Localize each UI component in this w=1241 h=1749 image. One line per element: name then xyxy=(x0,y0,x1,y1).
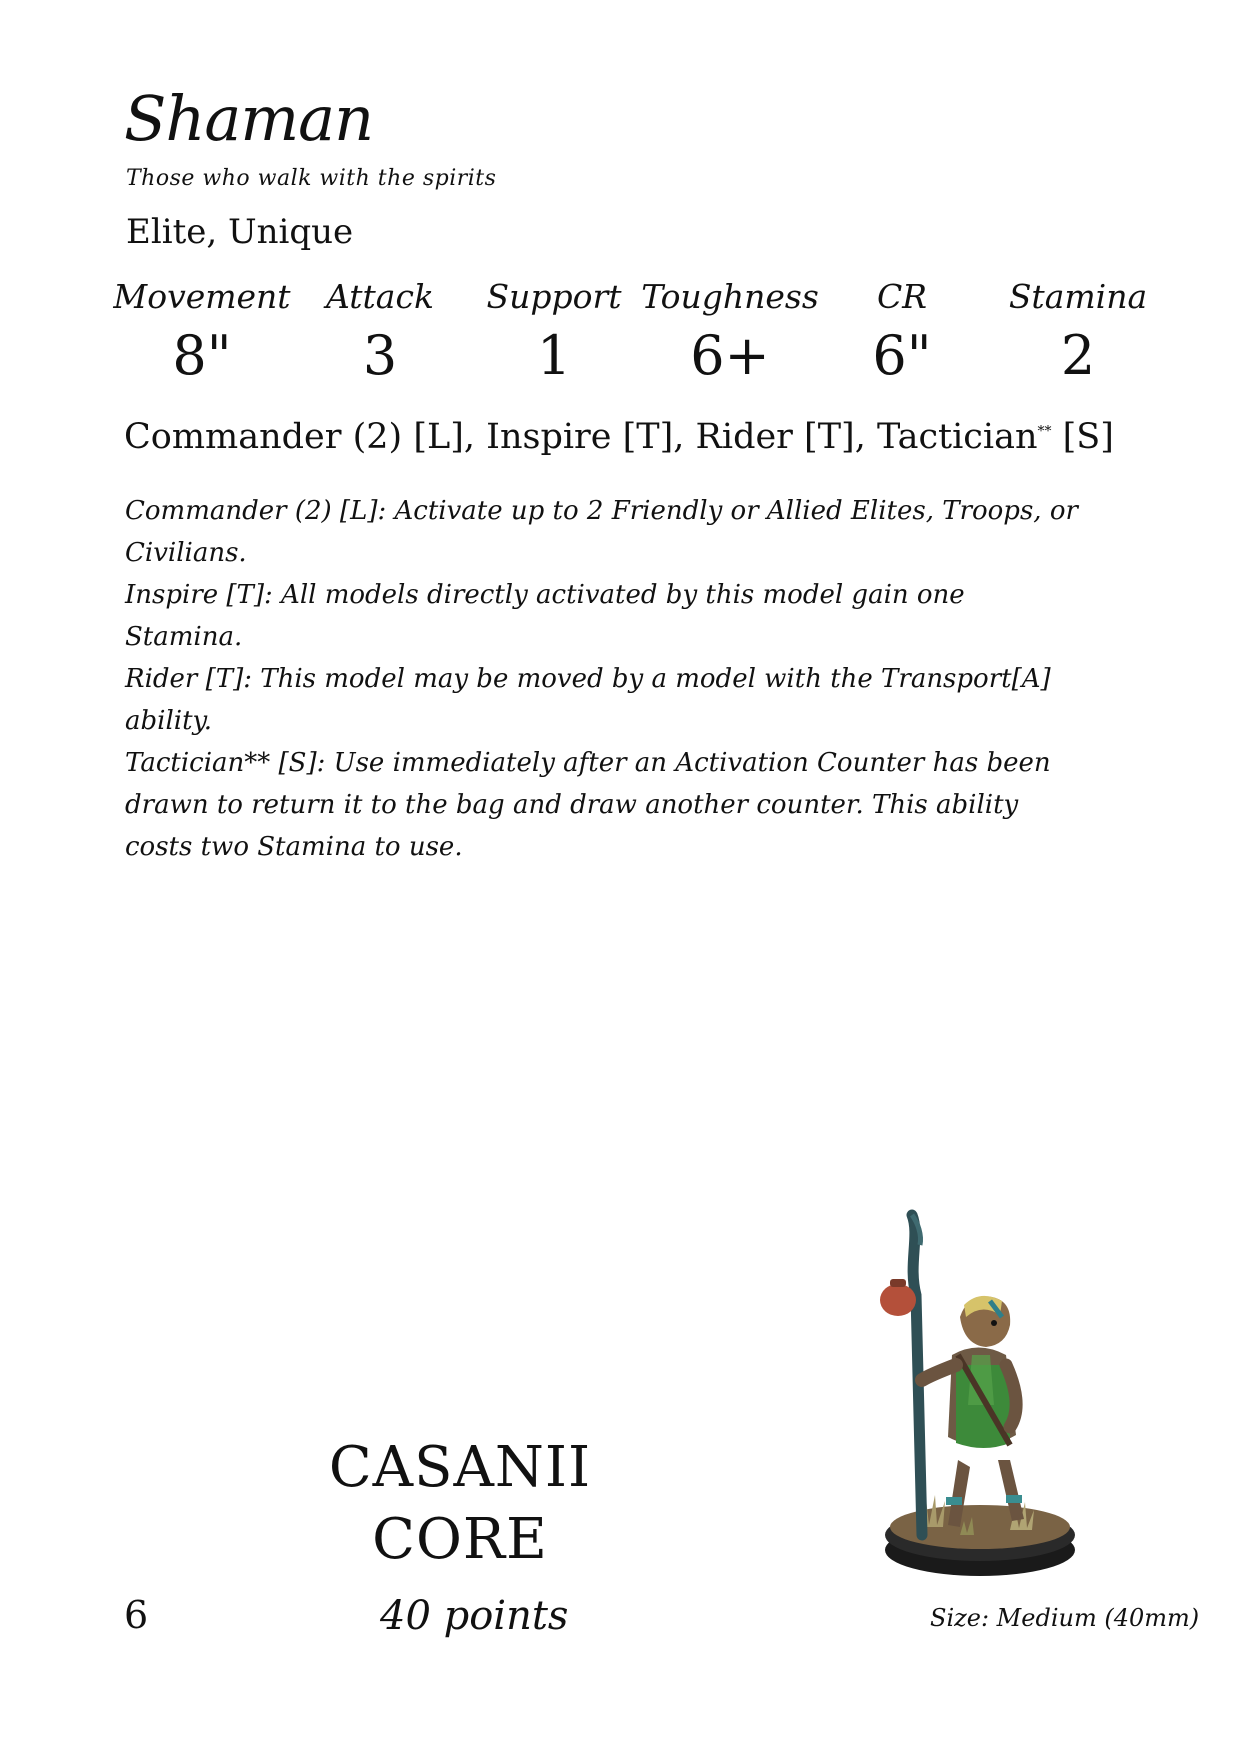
stat-value: 6" xyxy=(872,324,932,387)
stat-value: 6+ xyxy=(690,324,770,387)
rule-tactician: Tactician** [S]: Use immediately after an Activation Counter has been drawn to return it to the bag and draw another counter. This ability costs two Stamina to use. xyxy=(125,748,1051,862)
stat-line xyxy=(112,277,1172,390)
stat-cr xyxy=(812,277,992,387)
rule-inspire: Inspire [T]: All models directly activated by this model gain one Stamina. xyxy=(125,580,965,652)
stat-label: Movement xyxy=(113,277,291,316)
stat-attack xyxy=(290,277,470,387)
stat-toughness xyxy=(640,277,820,387)
stat-support xyxy=(464,277,644,387)
unit-rank: Elite, Unique xyxy=(126,212,354,252)
abilities-summary xyxy=(124,417,1114,457)
stat-value: 2 xyxy=(1060,324,1096,387)
rule-commander: Commander (2) [L]: Activate up to 2 Friendly or Allied Elites, Troops, or Civilians. xyxy=(125,496,1078,568)
stat-label: Toughness xyxy=(641,277,819,316)
unit-subtitle: Those who walk with the spirits xyxy=(126,166,497,191)
ability-rules xyxy=(125,490,1085,868)
unit-title: Shaman xyxy=(124,82,374,155)
faction-line-1: CASANII xyxy=(328,1435,592,1500)
rule-rider: Rider [T]: This model may be moved by a model with the Transport[A] ability. xyxy=(125,664,1051,736)
stat-label: Attack xyxy=(326,277,434,316)
stat-value: 8" xyxy=(172,324,232,387)
stat-value: 3 xyxy=(362,324,398,387)
painted-miniature-figure-icon xyxy=(860,1205,1100,1585)
abilities-summary-suffix: [S] xyxy=(1051,417,1114,457)
stat-stamina xyxy=(988,277,1168,387)
page-number: 6 xyxy=(124,1593,149,1637)
faction-line-2: CORE xyxy=(372,1507,548,1572)
footnote-marker: ** xyxy=(1037,423,1052,440)
base-size: Size: Medium (40mm) xyxy=(930,1604,1200,1632)
stat-label: Stamina xyxy=(1008,277,1148,316)
stat-label: CR xyxy=(876,277,928,316)
stat-label: Support xyxy=(486,277,622,316)
stat-value: 1 xyxy=(536,324,572,387)
points-cost: 40 points xyxy=(380,1593,569,1639)
abilities-summary-text: Commander (2) [L], Inspire [T], Rider [T], Tactician xyxy=(124,417,1038,457)
stat-movement xyxy=(112,277,292,387)
faction-name xyxy=(300,1432,620,1576)
